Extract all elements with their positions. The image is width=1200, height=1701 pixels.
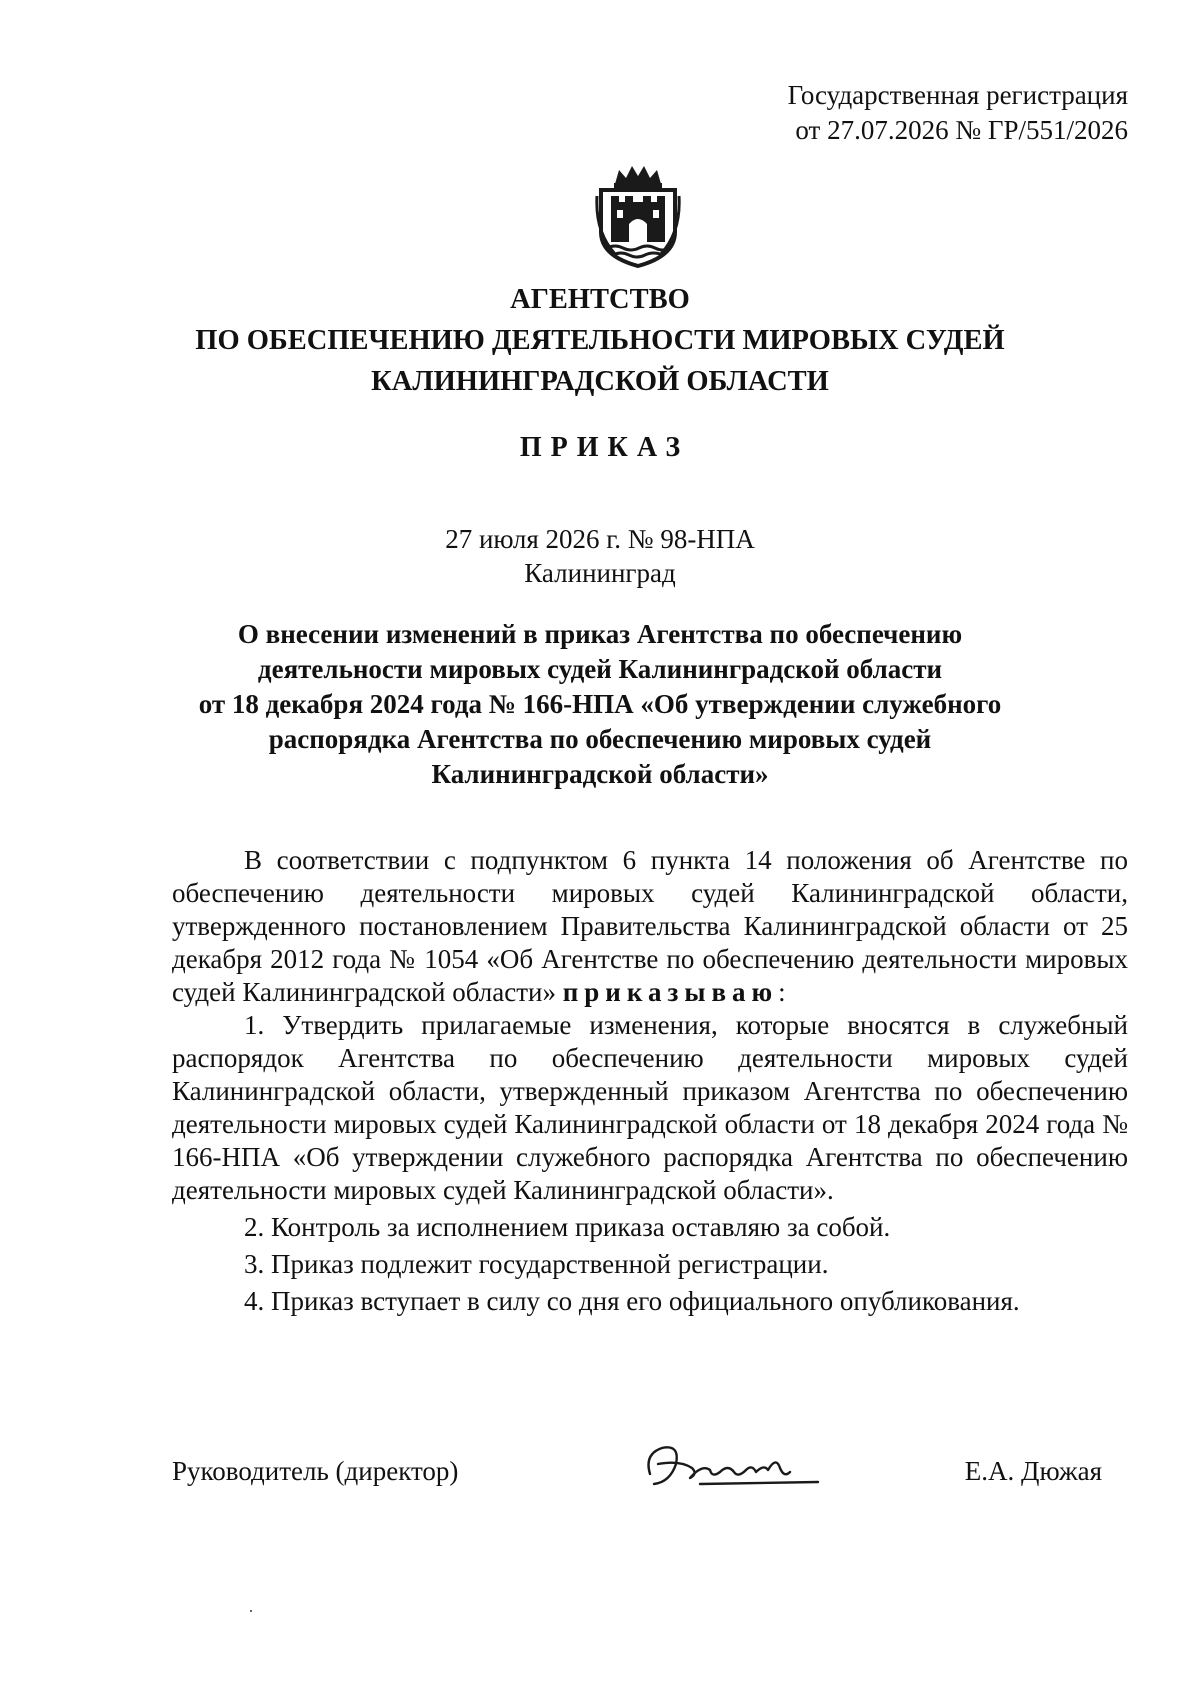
item-1: 1. Утвердить прилагаемые изменения, которые вносятся в служебный распорядок Агентства по обеспечению деятельности мировых судей Калининградской области, утвержденный приказом Агентства по обеспечению деятельности мировых судей Калининградской области от 18 декабря 2024 года № 166-НПА «Об утверждении служебного распорядка Агентства по обеспечению деятельности мировых судей Калининградской области». bbox=[172, 1010, 1128, 1205]
registration-stamp bbox=[608, 78, 1128, 148]
agency-line-1: АГЕНТСТВО bbox=[510, 284, 690, 315]
title-line-2: деятельности мировых судей Калининградской области bbox=[257, 654, 943, 684]
order-colon: : bbox=[778, 977, 786, 1007]
document-type-heading: ПРИКАЗ bbox=[519, 432, 690, 463]
agency-line-3: КАЛИНИНГРАДСКОЙ ОБЛАСТИ bbox=[371, 366, 829, 397]
date-number: 27 июля 2026 г. № 98-НПА bbox=[445, 524, 755, 554]
title-line-4: распорядка Агентства по обеспечению мировых судей bbox=[268, 724, 932, 754]
order-word: приказываю bbox=[562, 977, 779, 1007]
item-3: 3. Приказ подлежит государственной регистрации. bbox=[244, 1249, 829, 1279]
agency-name bbox=[0, 279, 1200, 402]
handwritten-signature bbox=[640, 1434, 830, 1504]
date-and-number-block bbox=[0, 522, 1200, 590]
coat-of-arms-icon bbox=[595, 162, 681, 268]
preamble-paragraph bbox=[172, 844, 1128, 1009]
city: Калининград bbox=[524, 558, 676, 588]
registration-line-2: от 27.07.2026 № ГР/551/2026 bbox=[795, 115, 1128, 145]
registration-line-1: Государственная регистрация bbox=[787, 80, 1128, 110]
signature-block bbox=[172, 1448, 1102, 1508]
title-line-3: от 18 декабря 2024 года № 166-НПА «Об утверждении служебного bbox=[198, 689, 1002, 719]
preamble-text: В соответствии с подпунктом 6 пункта 14 положения об Агентстве по обеспечению деятельности мировых судей Калининградской области, утвержденного постановлением Правительства Калининградской области от 25 декабря 2012 года № 1054 «Об Агентстве по обеспечению деятельности мировых судей Калининградской области» bbox=[172, 845, 1128, 1007]
signatory-name: Е.А. Дюжая bbox=[964, 1456, 1102, 1486]
document-title bbox=[150, 617, 1050, 792]
document-body bbox=[172, 844, 1128, 1318]
title-line-5: Калининградской области» bbox=[431, 759, 769, 789]
agency-line-2: ПО ОБЕСПЕЧЕНИЮ ДЕЯТЕЛЬНОСТИ МИРОВЫХ СУДЕЙ bbox=[195, 325, 1005, 356]
title-line-1: О внесении изменений в приказ Агентства по обеспечению bbox=[237, 619, 963, 649]
signatory-role: Руководитель (директор) bbox=[172, 1456, 459, 1486]
scan-speck bbox=[250, 1610, 252, 1612]
item-2: 2. Контроль за исполнением приказа оставляю за собой. bbox=[244, 1212, 891, 1242]
item-4: 4. Приказ вступает в силу со дня его официального опубликования. bbox=[244, 1286, 1020, 1316]
